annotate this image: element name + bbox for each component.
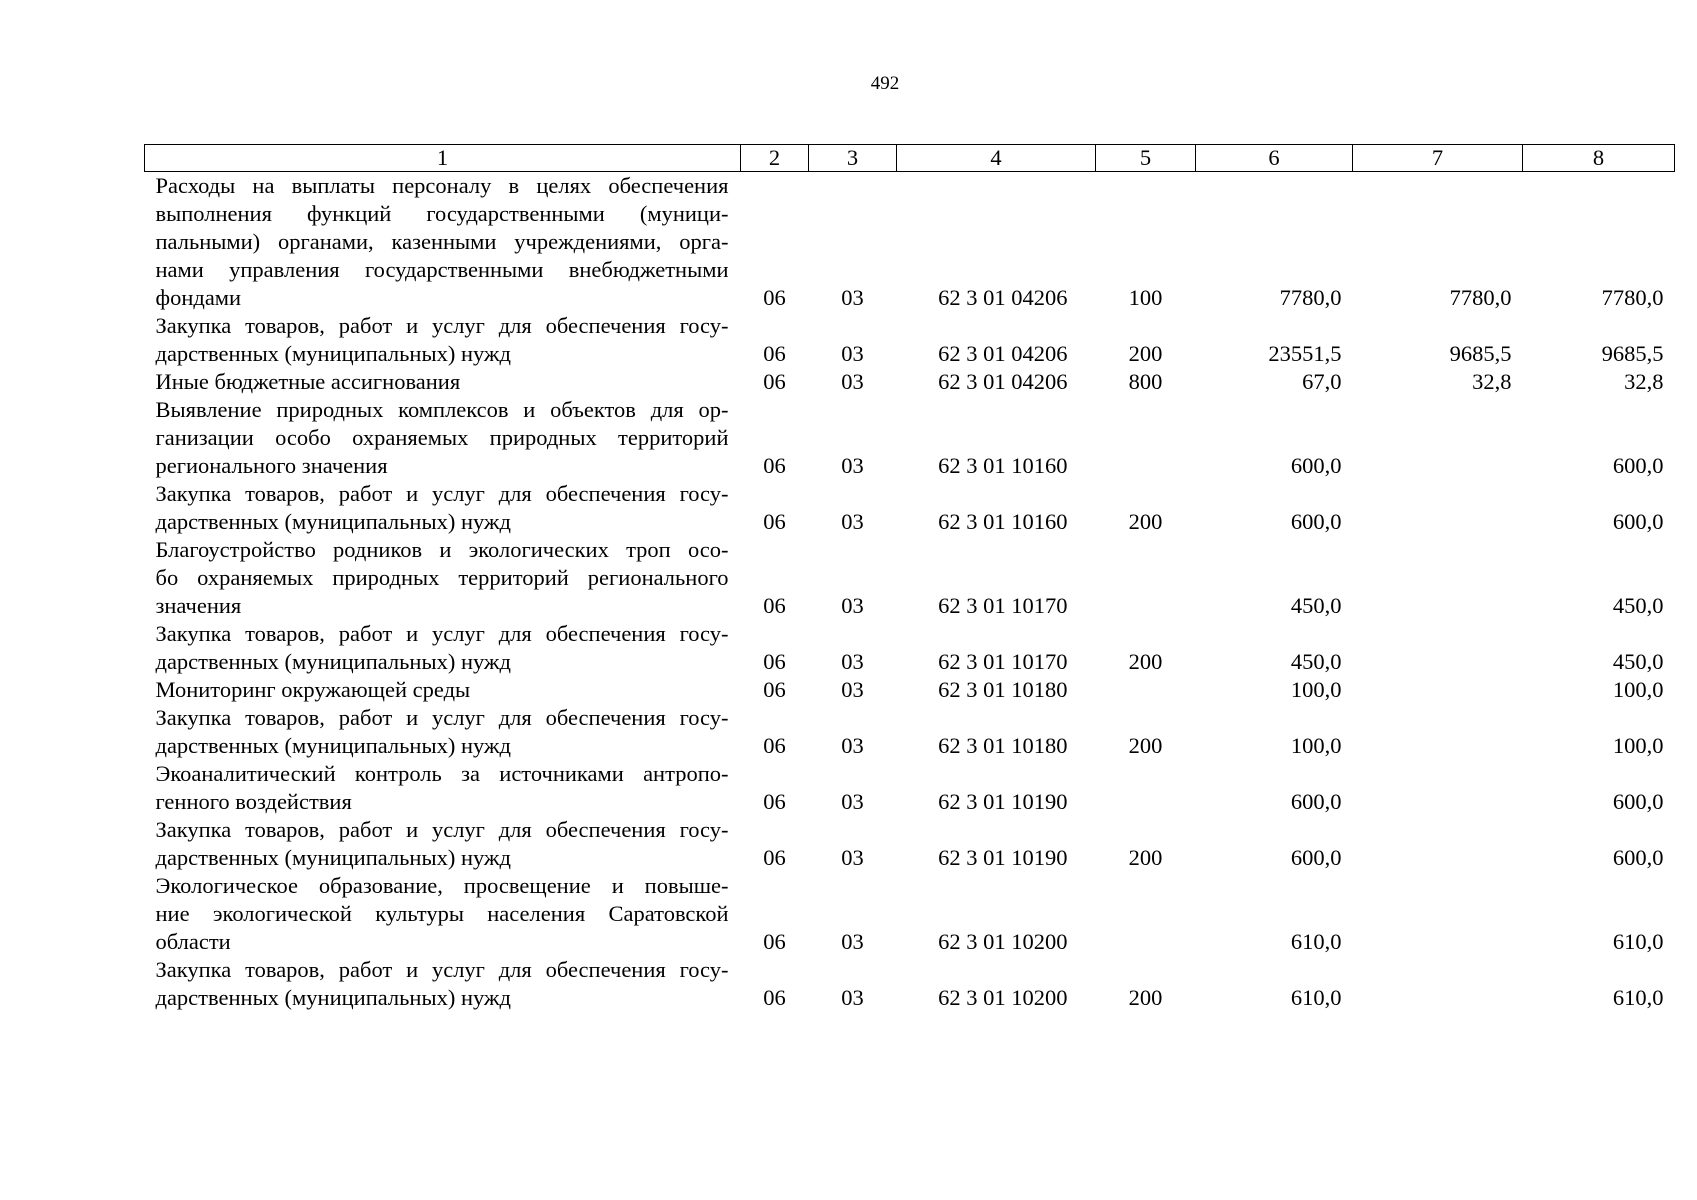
amount-col8-cell: 32,8 bbox=[1624, 369, 1664, 394]
expense-type-cell bbox=[1096, 396, 1196, 480]
table-row bbox=[145, 872, 1675, 956]
table-row bbox=[145, 312, 1675, 368]
subsection-code-cell: 03 bbox=[841, 789, 864, 814]
header-cell: 8 bbox=[1523, 145, 1675, 172]
amount-col8-cell: 600,0 bbox=[1612, 453, 1664, 478]
subsection-code-cell: 03 bbox=[841, 285, 864, 310]
amount-col6-cell: 100,0 bbox=[1290, 733, 1342, 758]
description-cell bbox=[145, 956, 741, 1012]
amount-col7-cell: 9685,5 bbox=[1449, 341, 1512, 366]
subsection-code-cell: 03 bbox=[841, 649, 864, 674]
amount-col6-cell: 7780,0 bbox=[1279, 285, 1342, 310]
expense-type-cell: 200 bbox=[1128, 649, 1163, 674]
expense-type-cell bbox=[1096, 676, 1196, 704]
description-line: Закупка товаров, работ и услуг для обеспечения госу- bbox=[155, 817, 729, 842]
amount-col6-cell: 600,0 bbox=[1290, 845, 1342, 870]
description-cell bbox=[145, 872, 741, 956]
section-code-cell: 06 bbox=[763, 845, 786, 870]
description-line: Закупка товаров, работ и услуг для обеспечения госу- bbox=[155, 957, 729, 982]
description-line: Мониторинг окружающей среды bbox=[155, 677, 471, 702]
expense-type-cell: 200 bbox=[1128, 985, 1163, 1010]
table-row bbox=[145, 620, 1675, 676]
header-cell: 1 bbox=[145, 145, 741, 172]
amount-col8-cell: 9685,5 bbox=[1601, 341, 1664, 366]
amount-col6-cell: 23551,5 bbox=[1268, 341, 1342, 366]
page-number: 492 bbox=[870, 73, 900, 94]
description-line: дарственных (муниципальных) нужд bbox=[155, 649, 511, 674]
table-row bbox=[145, 676, 1675, 704]
amount-col6-cell: 450,0 bbox=[1290, 649, 1342, 674]
table-row bbox=[145, 172, 1675, 313]
amount-col8-cell: 450,0 bbox=[1612, 649, 1664, 674]
amount-col6-cell: 600,0 bbox=[1290, 453, 1342, 478]
section-code-cell: 06 bbox=[763, 649, 786, 674]
amount-col6-cell: 450,0 bbox=[1290, 593, 1342, 618]
amount-col7-cell bbox=[1353, 536, 1523, 620]
header-cell: 4 bbox=[897, 145, 1096, 172]
target-article-cell: 62 3 01 10160 bbox=[938, 509, 1068, 534]
target-article-cell: 62 3 01 10190 bbox=[938, 845, 1068, 870]
description-line: дарственных (муниципальных) нужд bbox=[155, 985, 511, 1010]
amount-col6-cell: 600,0 bbox=[1290, 509, 1342, 534]
amount-col7-cell: 32,8 bbox=[1472, 369, 1512, 394]
amount-col7-cell bbox=[1353, 620, 1523, 676]
description-line: фондами bbox=[155, 285, 242, 310]
description-line: Расходы на выплаты персоналу в целях обеспечения bbox=[155, 173, 729, 198]
amount-col8-cell: 610,0 bbox=[1612, 985, 1664, 1010]
target-article-cell: 62 3 01 10180 bbox=[938, 677, 1068, 702]
description-line: ние экологической культуры населения Саратовской bbox=[155, 901, 729, 926]
amount-col6-cell: 67,0 bbox=[1302, 369, 1342, 394]
target-article-cell: 62 3 01 10200 bbox=[938, 985, 1068, 1010]
subsection-code-cell: 03 bbox=[841, 845, 864, 870]
description-line: дарственных (муниципальных) нужд bbox=[155, 733, 511, 758]
amount-col8-cell: 100,0 bbox=[1612, 733, 1664, 758]
description-cell bbox=[145, 312, 741, 368]
header-cell: 7 bbox=[1353, 145, 1523, 172]
expense-type-cell: 200 bbox=[1128, 733, 1163, 758]
target-article-cell: 62 3 01 10180 bbox=[938, 733, 1068, 758]
section-code-cell: 06 bbox=[763, 677, 786, 702]
description-line: Закупка товаров, работ и услуг для обеспечения госу- bbox=[155, 313, 729, 338]
target-article-cell: 62 3 01 04206 bbox=[938, 285, 1068, 310]
description-line: Иные бюджетные ассигнования bbox=[155, 369, 461, 394]
target-article-cell: 62 3 01 04206 bbox=[938, 341, 1068, 366]
subsection-code-cell: 03 bbox=[841, 929, 864, 954]
subsection-code-cell: 03 bbox=[841, 677, 864, 702]
table-row bbox=[145, 816, 1675, 872]
amount-col6-cell: 100,0 bbox=[1290, 677, 1342, 702]
amount-col8-cell: 600,0 bbox=[1612, 845, 1664, 870]
description-line: регионального значения bbox=[155, 453, 388, 478]
table-row bbox=[145, 704, 1675, 760]
description-line: Закупка товаров, работ и услуг для обеспечения госу- bbox=[155, 705, 729, 730]
amount-col6-cell: 610,0 bbox=[1290, 929, 1342, 954]
header-row bbox=[145, 145, 1675, 172]
expense-type-cell bbox=[1096, 536, 1196, 620]
budget-table bbox=[144, 144, 1675, 1012]
amount-col7-cell bbox=[1353, 396, 1523, 480]
section-code-cell: 06 bbox=[763, 929, 786, 954]
description-cell bbox=[145, 676, 741, 704]
amount-col7-cell bbox=[1353, 676, 1523, 704]
amount-col8-cell: 100,0 bbox=[1612, 677, 1664, 702]
amount-col7-cell: 7780,0 bbox=[1449, 285, 1512, 310]
header-cell: 3 bbox=[809, 145, 897, 172]
subsection-code-cell: 03 bbox=[841, 369, 864, 394]
section-code-cell: 06 bbox=[763, 509, 786, 534]
table-row bbox=[145, 480, 1675, 536]
section-code-cell: 06 bbox=[763, 453, 786, 478]
header-cell: 2 bbox=[741, 145, 809, 172]
description-line: бо охраняемых природных территорий регионального bbox=[155, 565, 729, 590]
description-line: области bbox=[155, 929, 231, 954]
amount-col8-cell: 450,0 bbox=[1612, 593, 1664, 618]
subsection-code-cell: 03 bbox=[841, 453, 864, 478]
description-line: выполнения функций государственными (муници- bbox=[155, 201, 729, 226]
amount-col7-cell bbox=[1353, 956, 1523, 1012]
amount-col7-cell bbox=[1353, 480, 1523, 536]
subsection-code-cell: 03 bbox=[841, 341, 864, 366]
description-line: значения bbox=[155, 593, 242, 618]
amount-col7-cell bbox=[1353, 816, 1523, 872]
target-article-cell: 62 3 01 10200 bbox=[938, 929, 1068, 954]
target-article-cell: 62 3 01 10160 bbox=[938, 453, 1068, 478]
description-cell bbox=[145, 396, 741, 480]
target-article-cell: 62 3 01 04206 bbox=[938, 369, 1068, 394]
subsection-code-cell: 03 bbox=[841, 509, 864, 534]
section-code-cell: 06 bbox=[763, 285, 786, 310]
description-line: генного воздействия bbox=[155, 789, 352, 814]
description-line: Выявление природных комплексов и объектов для ор- bbox=[155, 397, 729, 422]
description-cell bbox=[145, 172, 741, 313]
description-line: дарственных (муниципальных) нужд bbox=[155, 509, 511, 534]
description-cell bbox=[145, 480, 741, 536]
description-line: дарственных (муниципальных) нужд bbox=[155, 845, 511, 870]
table-row bbox=[145, 956, 1675, 1012]
section-code-cell: 06 bbox=[763, 593, 786, 618]
description-cell bbox=[145, 620, 741, 676]
table-row bbox=[145, 760, 1675, 816]
amount-col6-cell: 600,0 bbox=[1290, 789, 1342, 814]
amount-col6-cell: 610,0 bbox=[1290, 985, 1342, 1010]
header-cell: 5 bbox=[1096, 145, 1196, 172]
expense-type-cell: 200 bbox=[1128, 509, 1163, 534]
description-cell bbox=[145, 704, 741, 760]
description-line: Закупка товаров, работ и услуг для обеспечения госу- bbox=[155, 621, 729, 646]
expense-type-cell bbox=[1096, 760, 1196, 816]
section-code-cell: 06 bbox=[763, 985, 786, 1010]
description-cell bbox=[145, 536, 741, 620]
section-code-cell: 06 bbox=[763, 341, 786, 366]
amount-col8-cell: 600,0 bbox=[1612, 789, 1664, 814]
section-code-cell: 06 bbox=[763, 369, 786, 394]
description-line: Благоустройство родников и экологических троп осо- bbox=[155, 537, 729, 562]
description-cell bbox=[145, 816, 741, 872]
expense-type-cell: 100 bbox=[1128, 285, 1163, 310]
subsection-code-cell: 03 bbox=[841, 733, 864, 758]
table-row bbox=[145, 536, 1675, 620]
description-line: Экоаналитический контроль за источниками антропо- bbox=[155, 761, 729, 786]
target-article-cell: 62 3 01 10170 bbox=[938, 649, 1068, 674]
description-line: пальными) органами, казенными учреждениями, орга- bbox=[155, 229, 729, 254]
amount-col8-cell: 610,0 bbox=[1612, 929, 1664, 954]
description-line: Экологическое образование, просвещение и повыше- bbox=[155, 873, 729, 898]
table-row bbox=[145, 396, 1675, 480]
header-cell: 6 bbox=[1196, 145, 1353, 172]
target-article-cell: 62 3 01 10190 bbox=[938, 789, 1068, 814]
section-code-cell: 06 bbox=[763, 789, 786, 814]
description-line: нами управления государственными внебюджетными bbox=[155, 257, 729, 282]
amount-col7-cell bbox=[1353, 760, 1523, 816]
amount-col7-cell bbox=[1353, 704, 1523, 760]
description-line: Закупка товаров, работ и услуг для обеспечения госу- bbox=[155, 481, 729, 506]
amount-col8-cell: 7780,0 bbox=[1601, 285, 1664, 310]
description-cell bbox=[145, 368, 741, 396]
section-code-cell: 06 bbox=[763, 733, 786, 758]
expense-type-cell: 800 bbox=[1128, 369, 1163, 394]
expense-type-cell: 200 bbox=[1128, 845, 1163, 870]
description-line: ганизации особо охраняемых природных территорий bbox=[155, 425, 729, 450]
amount-col8-cell: 600,0 bbox=[1612, 509, 1664, 534]
expense-type-cell bbox=[1096, 872, 1196, 956]
description-line: дарственных (муниципальных) нужд bbox=[155, 341, 511, 366]
target-article-cell: 62 3 01 10170 bbox=[938, 593, 1068, 618]
table-row bbox=[145, 368, 1675, 396]
subsection-code-cell: 03 bbox=[841, 593, 864, 618]
description-cell bbox=[145, 760, 741, 816]
expense-type-cell: 200 bbox=[1128, 341, 1163, 366]
subsection-code-cell: 03 bbox=[841, 985, 864, 1010]
amount-col7-cell bbox=[1353, 872, 1523, 956]
